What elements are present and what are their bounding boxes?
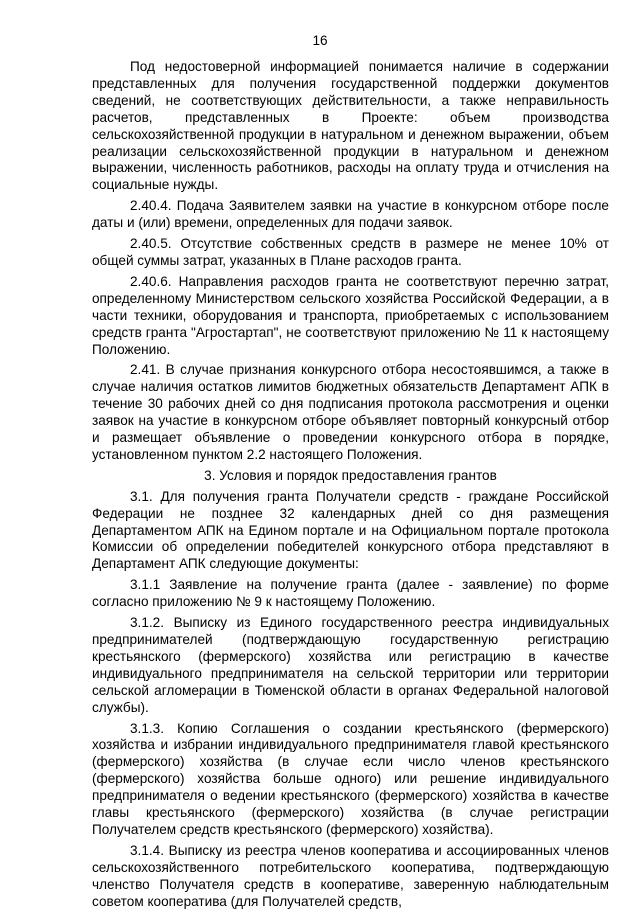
- paragraph-2-41: 2.41. В случае признания конкурсного отбора несостоявшимся, а также в случае наличия остатков лимитов бюджетных обязательств Департамент АПК в течение 30 рабочих дней со дня подписания протокола рассмотрения и оценки заявок на участие в конкурсном отборе объявляет повторный конкурсный отбор и размещает объявление о проведении конкурсного отбора в порядке, установленном пунктом 2.2 настоящего Положения.: [92, 362, 609, 462]
- paragraph-2-40-6: 2.40.6. Направления расходов гранта не соответствуют перечню затрат, определенному Министерством сельского хозяйства Российской Федерации, а в части техники, оборудования и транспорта, приобретаемых с использованием средств гранта "Агростартап", не соответствуют приложению № 11 к настоящему Положению.: [92, 273, 609, 357]
- paragraph-3-1-4: 3.1.4. Выписку из реестра членов кооператива и ассоциированных членов сельскохозяйственного потребительского кооператива, подтверждающую членство Получателя средств в кооперативе, заверенную наблюдательным советом кооператива (для Получателей средств,: [92, 842, 609, 909]
- document-body: [92, 59, 609, 911]
- page-number: 16: [312, 33, 328, 48]
- paragraph-3-1: 3.1. Для получения гранта Получатели средств - граждане Российской Федерации не позднее 32 календарных дней со дня размещения Департаментом АПК на Едином портале и на Официальном портале протокола Комиссии об определении победителей конкурсного отбора представляют в Департамент АПК следующие документы:: [92, 488, 609, 572]
- paragraph-3-1-2: 3.1.2. Выписку из Единого государственного реестра индивидуальных предпринимателей (подтверждающую государственную регистрацию крестьянского (фермерского) хозяйства или регистрацию в качестве индивидуального предпринимателя на сельской территории или территории сельской агломерации в Тюменской области в органах Федеральной налоговой службы).: [92, 615, 609, 715]
- paragraph-2-40-4: 2.40.4. Подача Заявителем заявки на участие в конкурсном отборе после даты и (или) времени, определенных для подачи заявок.: [92, 198, 609, 231]
- paragraph-3-1-3: 3.1.3. Копию Соглашения о создании крестьянского (фермерского) хозяйства и избрании индивидуального предпринимателя главой крестьянского (фермерского) хозяйства (в случае если число членов крестьянского (фермерского) хозяйства больше одного) или решение индивидуального предпринимателя о ведении крестьянского (фермерского) хозяйства в качестве главы крестьянского (фермерского) хозяйства (в случае регистрации Получателем средств крестьянского (фермерского) хозяйства).: [92, 720, 609, 837]
- paragraph-3-1-1: 3.1.1 Заявление на получение гранта (далее - заявление) по форме согласно приложению № 9 к настоящему Положению.: [92, 577, 609, 610]
- paragraph-2-40-5: 2.40.5. Отсутствие собственных средств в размере не менее 10% от общей суммы затрат, указанных в Плане расходов гранта.: [92, 236, 609, 268]
- paragraph-unreliable-info: Под недостоверной информацией понимается наличие в содержании представленных для получения государственной поддержки документов сведений, не соответствующих действительности, а также неправильность расчетов, представленных в Проекте: объем производства сельскохозяйственной продукции в натуральном и денежном выражении, объем реализации сельскохозяйственной продукции в натуральном и денежном выражении, численность работников, расходы на оплату труда и отчисления на социальные нужды.: [92, 59, 609, 193]
- section-title: 3. Условия и порядок предоставления грантов: [204, 467, 497, 483]
